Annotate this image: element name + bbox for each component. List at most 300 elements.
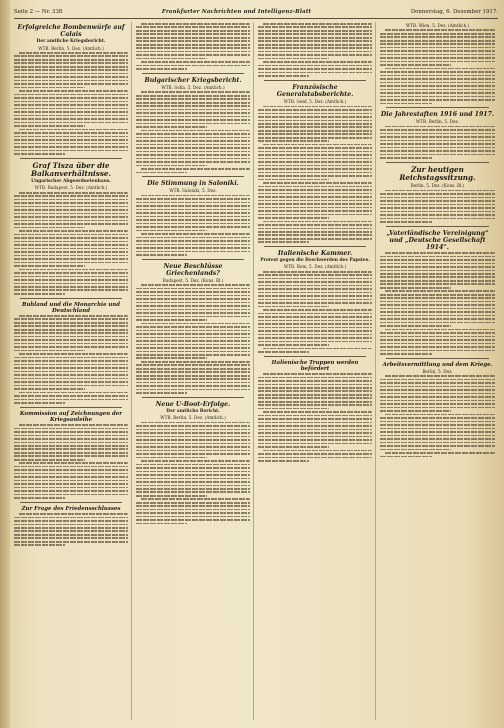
text-line: [380, 99, 495, 101]
text-line: [258, 151, 372, 153]
text-line: [380, 270, 495, 272]
text-line: [380, 315, 495, 317]
text-line: [136, 309, 250, 311]
text-line: [380, 283, 495, 285]
text-line: [14, 452, 128, 454]
newspaper-column-1: [14, 22, 132, 720]
text-line: [258, 439, 372, 441]
text-line: [14, 251, 128, 253]
article-headline: Die Jahrestaften 1916 und 1917.: [380, 111, 495, 119]
article-divider: [20, 407, 122, 408]
text-line: [14, 62, 128, 64]
text-line: [14, 73, 128, 75]
text-line: [258, 200, 372, 202]
text-line: [136, 230, 207, 232]
text-line: [258, 68, 372, 70]
text-line: [136, 337, 250, 339]
text-line: [136, 474, 250, 476]
text-line: [141, 23, 250, 25]
text-line: [380, 57, 495, 59]
text-line: [258, 44, 372, 46]
text-line: [136, 523, 187, 525]
article-body-text: [258, 271, 372, 353]
text-line: [380, 382, 495, 384]
article-headline: Bulgarischer Kriegsbericht.: [144, 76, 242, 84]
article: [380, 107, 495, 159]
article-headline: Zur Frage des Friedensschlusses: [21, 505, 121, 512]
text-line: [380, 336, 495, 338]
text-line: [258, 285, 372, 287]
text-line: [136, 226, 250, 228]
text-line: [258, 189, 372, 191]
text-line: [380, 389, 495, 391]
text-line: [258, 436, 372, 438]
text-line: [14, 350, 85, 352]
text-line: [258, 175, 372, 177]
text-line: [380, 403, 495, 405]
text-line: [14, 139, 128, 141]
text-line: [19, 52, 128, 54]
text-line: [136, 357, 207, 359]
text-line: [14, 80, 128, 82]
article-subhead: Der amtliche Kriegsbericht.: [36, 39, 106, 45]
text-line: [380, 325, 451, 327]
article-headline: Neue Beschlüsse Griechenlands?: [163, 262, 223, 277]
text-line: [258, 341, 372, 343]
text-line: [136, 154, 250, 156]
text-line: [258, 299, 372, 301]
text-line: [380, 140, 495, 142]
text-line: [136, 344, 250, 346]
text-line: [380, 396, 495, 398]
text-line: [380, 263, 495, 265]
text-line: [136, 212, 250, 214]
text-line: [258, 203, 372, 205]
text-line: [258, 120, 372, 122]
text-line: [14, 104, 128, 106]
article-body-text: [136, 284, 250, 394]
text-line: [136, 295, 250, 297]
text-line: [14, 108, 128, 110]
text-line: [14, 234, 128, 236]
text-line: [141, 130, 250, 132]
text-line: [380, 421, 495, 423]
article-body-text: [380, 126, 495, 159]
text-line: [141, 460, 250, 462]
text-line: [19, 269, 128, 271]
text-line: [258, 65, 372, 67]
text-line: [258, 302, 372, 304]
text-line: [258, 234, 372, 236]
text-line: [14, 258, 128, 260]
masthead-date: Donnerstag, 6. Dezember 1917.: [410, 9, 498, 15]
text-line: [14, 115, 128, 117]
text-line: [258, 292, 372, 294]
text-line: [14, 448, 128, 450]
article-dateline: WTB. Berlin, 5. Dez. (Amtlich.): [160, 415, 226, 421]
text-line: [136, 205, 250, 207]
text-line: [380, 64, 451, 66]
article-divider: [142, 259, 244, 260]
text-line: [258, 334, 372, 336]
article: [258, 23, 372, 77]
article-body-text: [14, 192, 128, 295]
text-line: [380, 346, 495, 348]
text-line: [258, 288, 372, 290]
text-line: [14, 541, 128, 543]
text-line: [136, 364, 250, 366]
article: [136, 23, 250, 70]
text-line: [136, 33, 250, 35]
article-dateline: Berlin, 5. Dez. (Kons. Bl.): [410, 183, 465, 189]
text-line: [14, 220, 128, 222]
text-line: [380, 136, 495, 138]
text-line: [136, 512, 250, 514]
text-line: [136, 223, 250, 225]
text-line: [136, 467, 250, 469]
text-line: [136, 147, 250, 149]
text-line: [258, 425, 372, 427]
text-line: [380, 221, 432, 223]
text-line: [258, 327, 372, 329]
article-headline: Neue U-Boot-Erfolge.: [155, 400, 231, 408]
article-body-text: [136, 422, 250, 525]
text-line: [14, 325, 128, 327]
article: [258, 246, 372, 353]
text-line: [136, 65, 250, 67]
text-line: [258, 446, 329, 448]
text-line: [14, 136, 128, 138]
masthead-paper-title: Frankfurter Nachrichten und Intelligenz-Blatt: [161, 9, 312, 15]
newspaper-columns: [14, 22, 498, 720]
text-line: [14, 289, 128, 291]
text-line: [136, 95, 250, 97]
text-line: [136, 219, 250, 221]
text-line: [385, 126, 495, 128]
text-line: [14, 329, 128, 331]
text-line: [14, 202, 128, 204]
article-divider: [386, 162, 489, 163]
text-line: [380, 157, 432, 159]
text-line: [136, 443, 250, 445]
text-line: [258, 217, 329, 219]
text-line: [136, 140, 250, 142]
text-line: [258, 228, 372, 230]
article-divider: [20, 298, 122, 299]
text-line: [263, 61, 372, 63]
text-line: [14, 125, 85, 127]
text-line: [136, 291, 250, 293]
article: [14, 298, 128, 404]
text-line: [141, 195, 250, 197]
article-dateline: WTB. Wien, 5. Dez. (Amtlich.): [405, 23, 470, 28]
text-line: [136, 425, 250, 427]
text-line: [136, 137, 250, 139]
text-line: [263, 309, 372, 311]
text-line: [258, 337, 372, 339]
text-line: [136, 378, 250, 380]
text-line: [380, 424, 495, 426]
article-dateline: WTB. Genf, 5. Dez. (Amtlich.): [283, 99, 347, 105]
article-divider: [386, 107, 489, 108]
text-line: [263, 182, 372, 184]
text-line: [385, 68, 495, 70]
text-line: [380, 47, 495, 49]
text-line: [258, 231, 372, 233]
text-line: [258, 168, 372, 170]
text-line: [258, 281, 372, 283]
text-line: [14, 530, 128, 532]
text-line: [263, 23, 372, 25]
text-line: [14, 209, 128, 211]
text-line: [258, 26, 372, 28]
text-line: [14, 395, 128, 397]
article-body-text: [14, 513, 128, 546]
text-line: [14, 248, 128, 250]
article-divider: [264, 80, 366, 81]
text-line: [136, 237, 250, 239]
text-line: [380, 259, 495, 261]
text-line: [380, 297, 495, 299]
article-dateline: Berlin, 5. Dez.: [422, 368, 453, 374]
text-line: [141, 323, 250, 325]
text-line: [380, 435, 495, 437]
text-line: [136, 333, 250, 335]
text-line: [136, 47, 250, 49]
article-body-text: [14, 424, 128, 499]
text-line: [380, 386, 495, 388]
text-line: [380, 400, 495, 402]
text-line: [136, 37, 250, 39]
text-line: [14, 339, 128, 341]
article: [136, 73, 250, 173]
text-line: [14, 537, 128, 539]
text-line: [136, 319, 207, 321]
text-line: [19, 462, 128, 464]
text-line: [258, 344, 329, 346]
text-line: [385, 190, 495, 192]
text-line: [14, 336, 128, 338]
text-line: [380, 379, 495, 381]
text-line: [380, 276, 495, 278]
text-line: [380, 353, 432, 355]
article-divider: [264, 246, 366, 247]
text-line: [14, 118, 128, 120]
text-line: [380, 456, 432, 458]
text-line: [380, 308, 495, 310]
text-line: [258, 316, 372, 318]
text-line: [380, 197, 495, 199]
text-line: [258, 432, 372, 434]
text-line: [258, 443, 372, 445]
text-line: [14, 346, 128, 348]
text-line: [14, 473, 128, 475]
text-line: [136, 165, 207, 167]
text-line: [380, 393, 495, 395]
text-line: [258, 330, 372, 332]
article-subhead: Protest gegen die Beschwerden des Papstes.: [260, 258, 370, 264]
text-line: [380, 61, 495, 63]
text-line: [14, 455, 128, 457]
text-line: [136, 432, 250, 434]
text-line: [380, 82, 495, 84]
text-line: [380, 273, 495, 275]
newspaper-column-2: [136, 22, 254, 720]
article-dateline: WTB. Saloniki, 5. Dez.: [169, 188, 217, 194]
article-headline: Die Stimmung in Saloniki.: [147, 180, 239, 188]
text-line: [14, 343, 128, 345]
text-line: [380, 339, 495, 341]
text-line: [14, 276, 128, 278]
text-line: [258, 58, 329, 60]
text-line: [380, 322, 495, 324]
text-line: [14, 438, 128, 440]
masthead: [14, 6, 498, 19]
text-line: [258, 278, 372, 280]
text-line: [14, 544, 65, 546]
text-line: [136, 351, 250, 353]
text-line: [258, 422, 372, 424]
text-line: [258, 274, 372, 276]
text-line: [136, 368, 250, 370]
text-line: [258, 109, 372, 111]
text-line: [136, 198, 250, 200]
text-line: [14, 445, 128, 447]
text-line: [380, 332, 495, 334]
text-line: [14, 195, 128, 197]
text-line: [19, 90, 128, 92]
text-line: [14, 286, 128, 288]
text-line: [14, 381, 128, 383]
text-line: [14, 517, 128, 519]
text-line: [14, 494, 128, 496]
article: [14, 502, 128, 546]
text-line: [14, 132, 128, 134]
text-line: [14, 87, 85, 89]
text-line: [136, 464, 250, 466]
text-line: [258, 193, 372, 195]
text-line: [141, 361, 250, 363]
text-line: [380, 103, 432, 105]
text-line: [258, 72, 372, 74]
text-line: [258, 179, 329, 181]
article-headline: „Vaterländische Vereinigung“ und „Deutsche Gesellschaft 1914“.: [386, 229, 489, 251]
text-line: [14, 69, 128, 71]
article-headline: Französische Generalstabsberichte.: [276, 83, 354, 98]
text-line: [141, 284, 250, 286]
text-line: [136, 389, 250, 391]
text-line: [14, 255, 128, 257]
article-body-text: [136, 195, 250, 256]
text-line: [136, 450, 250, 452]
text-line: [380, 287, 451, 289]
text-line: [258, 33, 372, 35]
article: [14, 24, 128, 155]
text-line: [19, 353, 128, 355]
text-line: [136, 54, 250, 56]
article-body-text: [380, 190, 495, 223]
text-line: [136, 382, 250, 384]
text-line: [136, 446, 250, 448]
text-line: [136, 457, 207, 459]
text-line: [136, 371, 250, 373]
article-body-text: [380, 252, 495, 355]
text-line: [136, 40, 250, 42]
article-divider: [20, 158, 122, 159]
text-line: [380, 143, 495, 145]
text-line: [14, 388, 85, 390]
text-line: [136, 240, 250, 242]
text-line: [258, 140, 329, 142]
text-line: [136, 172, 187, 174]
text-line: [136, 68, 187, 70]
text-line: [258, 241, 309, 243]
text-line: [14, 431, 128, 433]
text-line: [136, 116, 250, 118]
text-line: [385, 375, 495, 377]
text-line: [14, 206, 128, 208]
newspaper-column-3: [258, 22, 376, 720]
article-headline: Arbeitsvermittlung und dem Kriege.: [382, 361, 493, 368]
page-binding-edge: [0, 0, 10, 728]
text-line: [136, 102, 250, 104]
article-headline: Erfolgreiche Bombenwürfe auf Calais: [17, 24, 125, 39]
text-line: [14, 97, 128, 99]
text-line: [380, 96, 495, 98]
text-line: [258, 408, 329, 410]
text-line: [380, 43, 495, 45]
text-line: [258, 147, 372, 149]
text-line: [136, 302, 250, 304]
text-line: [380, 417, 495, 419]
text-line: [258, 133, 372, 135]
article: [380, 226, 495, 355]
text-line: [380, 428, 495, 430]
text-line: [136, 516, 250, 518]
text-line: [136, 354, 250, 356]
text-line: [136, 209, 250, 211]
text-line: [136, 330, 250, 332]
text-line: [136, 254, 187, 256]
text-line: [14, 497, 65, 499]
text-line: [14, 476, 128, 478]
text-line: [14, 480, 128, 482]
text-line: [19, 192, 128, 194]
text-line: [258, 313, 372, 315]
text-line: [19, 315, 128, 317]
article-body-text: [14, 52, 128, 155]
article-body-text: [380, 375, 495, 457]
text-line: [380, 442, 495, 444]
text-line: [19, 392, 128, 394]
text-line: [380, 54, 495, 56]
article: [258, 80, 372, 243]
text-line: [258, 40, 372, 42]
text-line: [136, 392, 187, 394]
text-line: [258, 380, 372, 382]
text-line: [136, 44, 250, 46]
text-line: [136, 247, 250, 249]
masthead-page-number: Seite 2 — Nr. 338: [14, 9, 63, 15]
text-line: [385, 252, 495, 254]
text-line: [380, 193, 495, 195]
article-body-text: [258, 106, 372, 243]
text-line: [14, 283, 128, 285]
text-line: [136, 385, 250, 387]
text-line: [263, 106, 372, 108]
article: [14, 158, 128, 295]
article-divider: [264, 356, 366, 357]
